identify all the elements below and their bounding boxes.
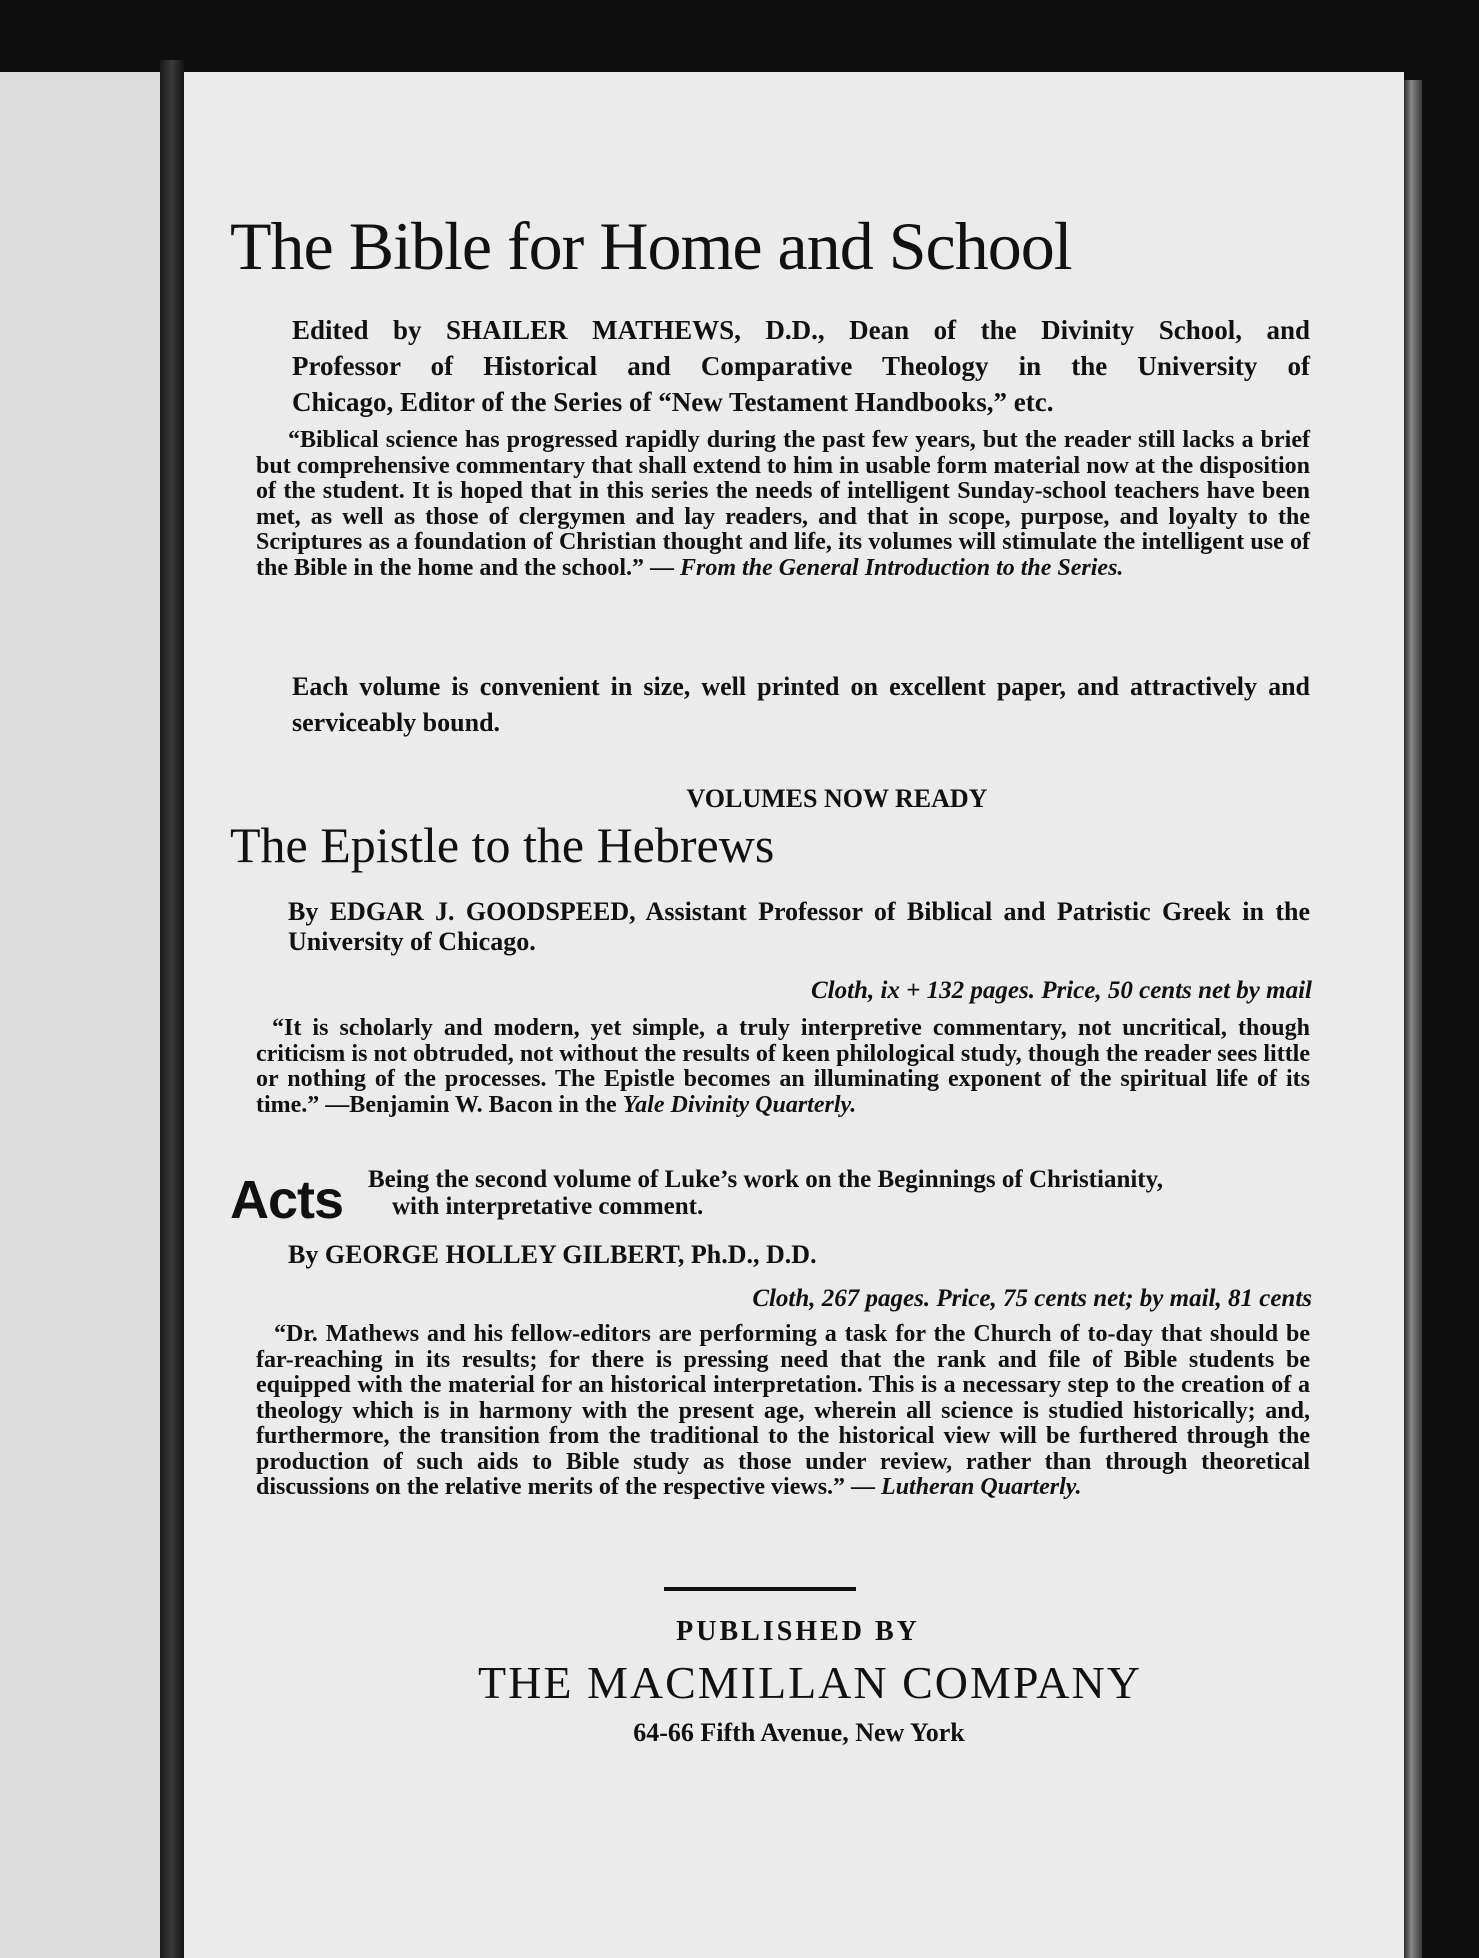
- intro-quote-text: “Biblical science has progressed rapidly during the past few years, but the reader still lacks a brief but comprehensive commentary that shall extend to him in usable form material now at the disposition of the student. It is hoped that in this series the needs of intelligent Sunday-school teachers have been met, as well as those of clergymen and lay readers, and that in scope, purpose, and loyalty to the Scriptures as a foundation of Christian thought and life, its volumes will stimulate the intelligent use of the Bible in the home and the school.” —: [256, 427, 1310, 581]
- hebrews-price: Cloth, ix + 132 pages. Price, 50 cents net by mail: [810, 977, 1312, 1004]
- advertisement-page: [184, 72, 1404, 1958]
- intro-quote-source: From the General Introduction to the Series.: [680, 554, 1124, 581]
- hebrews-review-source: Yale Divinity Quarterly.: [622, 1091, 857, 1118]
- acts-review-source: Lutheran Quarterly.: [881, 1474, 1082, 1500]
- acts-description-line: with interpretative comment.: [392, 1193, 704, 1220]
- acts-review-text: “Dr. Mathews and his fellow-editors are performing a task for the Church of to-day that should be far-reaching in its results; for there is pressing need that the rank and file of Bible students be equipped with the material for an historical interpretation. This is a necessary step to the creation of a theology which is in harmony with the present age, wherein all science is studied historically; and, furthermore, the transition from the traditional to the historical view will be furthered through the production of such aids to Bible study as those under review, rather than through theoretical discussions on the relative merits of the respective views.” —: [256, 1321, 1310, 1500]
- page-edge: [1404, 80, 1422, 1958]
- editor-credit: [292, 312, 1310, 420]
- acts-review: [256, 1322, 1310, 1501]
- publisher-address: 64-66 Fifth Avenue, New York: [633, 1718, 965, 1747]
- editor-line: Chicago, Editor of the Series of “New Testament Handbooks,” etc.: [292, 387, 1054, 417]
- publisher-name: THE MACMILLAN COMPANY: [478, 1657, 1142, 1708]
- hebrews-author: By EDGAR J. GOODSPEED, Assistant Professor of Biblical and Patristic Greek in the University of Chicago.: [288, 897, 1310, 956]
- acts-description: [368, 1166, 1310, 1220]
- acts-description-line: Being the second volume of Luke’s work on the Beginnings of Christianity,: [368, 1166, 1163, 1193]
- book-spine: [160, 60, 184, 1958]
- editor-line: Edited by SHAILER MATHEWS, D.D., Dean of the Divinity School, and: [292, 315, 1310, 345]
- page-title: The Bible for Home and School: [230, 208, 1072, 284]
- intro-quote: [256, 428, 1310, 581]
- volume-note: Each volume is convenient in size, well printed on excellent paper, and attractively and serviceably bound.: [292, 672, 1310, 737]
- volumes-heading: VOLUMES NOW READY: [686, 784, 988, 813]
- acts-author: By GEORGE HOLLEY GILBERT, Ph.D., D.D.: [288, 1240, 817, 1269]
- hebrews-review: [256, 1016, 1310, 1118]
- facing-page: [0, 72, 170, 1958]
- acts-price: Cloth, 267 pages. Price, 75 cents net; by mail, 81 cents: [752, 1285, 1312, 1312]
- acts-title: Acts: [230, 1170, 344, 1230]
- hebrews-review-text: “It is scholarly and modern, yet simple, a truly interpretive commentary, not uncritical, though criticism is not obtruded, not without the results of keen philological study, though the reader sees little or nothing of the processes. The Epistle becomes an illuminating exponent of the spiritual life of its time.” —Benjamin W. Bacon in the: [256, 1015, 1310, 1118]
- divider-rule: [664, 1587, 856, 1591]
- editor-line: Professor of Historical and Comparative Theology in the University of: [292, 351, 1310, 381]
- hebrews-title: The Epistle to the Hebrews: [230, 817, 775, 873]
- published-by-label: PUBLISHED BY: [676, 1616, 920, 1647]
